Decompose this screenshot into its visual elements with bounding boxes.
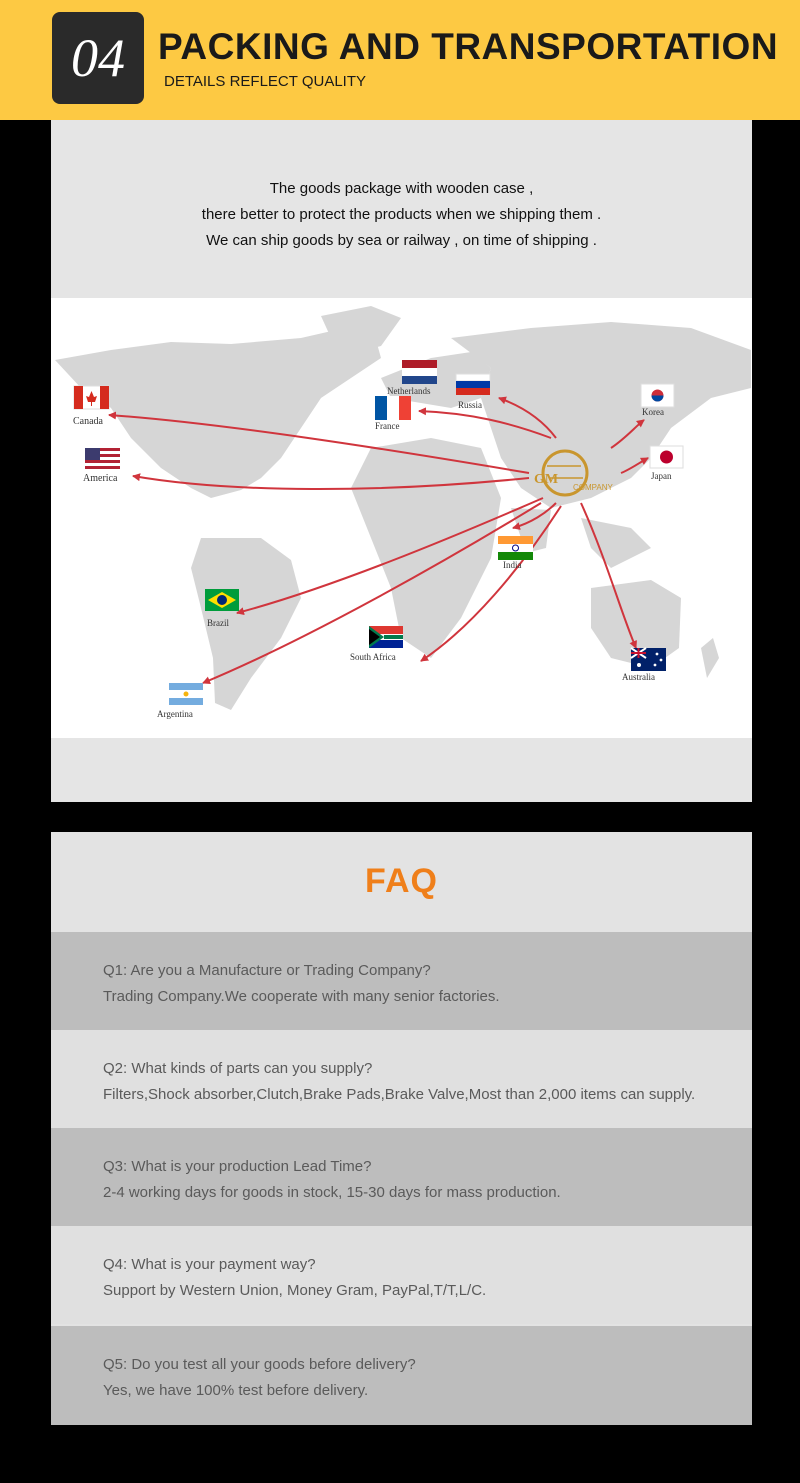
logo-text: GM xyxy=(534,472,559,487)
country-label-america: America xyxy=(83,473,118,484)
country-label-australia: Australia xyxy=(622,672,655,682)
faq-item-q5 xyxy=(51,1326,752,1425)
country-label-south-africa: South Africa xyxy=(350,652,396,662)
country-label-canada: Canada xyxy=(73,416,103,427)
section-number-badge xyxy=(52,12,144,104)
flag-india xyxy=(498,536,533,560)
intro-line: The goods package with wooden case , xyxy=(269,180,534,197)
world-map-svg xyxy=(51,298,752,738)
faq-answer: Trading Company.We cooperate with many senior factories. xyxy=(103,988,500,1005)
country-label-france: France xyxy=(375,421,400,431)
flag-argentina xyxy=(169,683,203,705)
flag-russia xyxy=(456,374,490,395)
faq-item-q4 xyxy=(51,1226,752,1324)
faq-question: Q5: Do you test all your goods before delivery? xyxy=(103,1356,416,1373)
section-title: PACKING AND TRANSPORTATION xyxy=(158,26,779,67)
faq-item-q2 xyxy=(51,1030,752,1128)
flag-france xyxy=(375,396,411,420)
flag-netherlands xyxy=(402,360,437,384)
faq-question: Q2: What kinds of parts can you supply? xyxy=(103,1060,373,1077)
intro-line: there better to protect the products when we shipping them . xyxy=(201,206,602,223)
flag-korea xyxy=(641,384,674,407)
flag-japan xyxy=(650,446,683,468)
country-label-korea: Korea xyxy=(642,407,664,417)
section-number: 04 xyxy=(71,28,125,88)
country-label-argentina: Argentina xyxy=(157,709,193,719)
section-header xyxy=(0,0,800,120)
intro-text xyxy=(51,176,752,254)
flag-brazil xyxy=(205,589,239,611)
faq-answer: Yes, we have 100% test before delivery. xyxy=(103,1382,369,1399)
faq-question: Q1: Are you a Manufacture or Trading Company? xyxy=(103,962,431,979)
faq-item-q1 xyxy=(51,932,752,1030)
country-label-india: India xyxy=(503,560,522,570)
faq-answer: Support by Western Union, Money Gram, PayPal,T/T,L/C. xyxy=(103,1282,487,1299)
section-subtitle: DETAILS REFLECT QUALITY xyxy=(164,73,366,90)
flag-australia xyxy=(631,648,666,671)
country-label-russia: Russia xyxy=(458,400,483,410)
flag-usa xyxy=(85,448,120,471)
faq-question: Q4: What is your payment way? xyxy=(103,1256,316,1273)
faq-answer: 2-4 working days for goods in stock, 15-30 days for mass production. xyxy=(103,1184,561,1201)
packing-panel xyxy=(51,120,752,802)
shipping-world-map xyxy=(51,298,752,738)
faq-title: FAQ xyxy=(365,862,438,900)
faq-item-q3 xyxy=(51,1128,752,1226)
country-label-netherlands: Netherlands xyxy=(387,386,431,396)
faq-answer: Filters,Shock absorber,Clutch,Brake Pads,Brake Valve,Most than 2,000 items can supply. xyxy=(103,1086,696,1103)
country-label-brazil: Brazil xyxy=(207,618,229,628)
logo-subtext: COMPANY xyxy=(573,483,613,492)
faq-question: Q3: What is your production Lead Time? xyxy=(103,1158,372,1175)
faq-section xyxy=(51,832,752,1425)
country-label-japan: Japan xyxy=(651,471,672,481)
intro-line: We can ship goods by sea or railway , on time of shipping . xyxy=(206,232,597,249)
flag-south-africa xyxy=(369,626,403,648)
flag-canada xyxy=(74,386,109,409)
